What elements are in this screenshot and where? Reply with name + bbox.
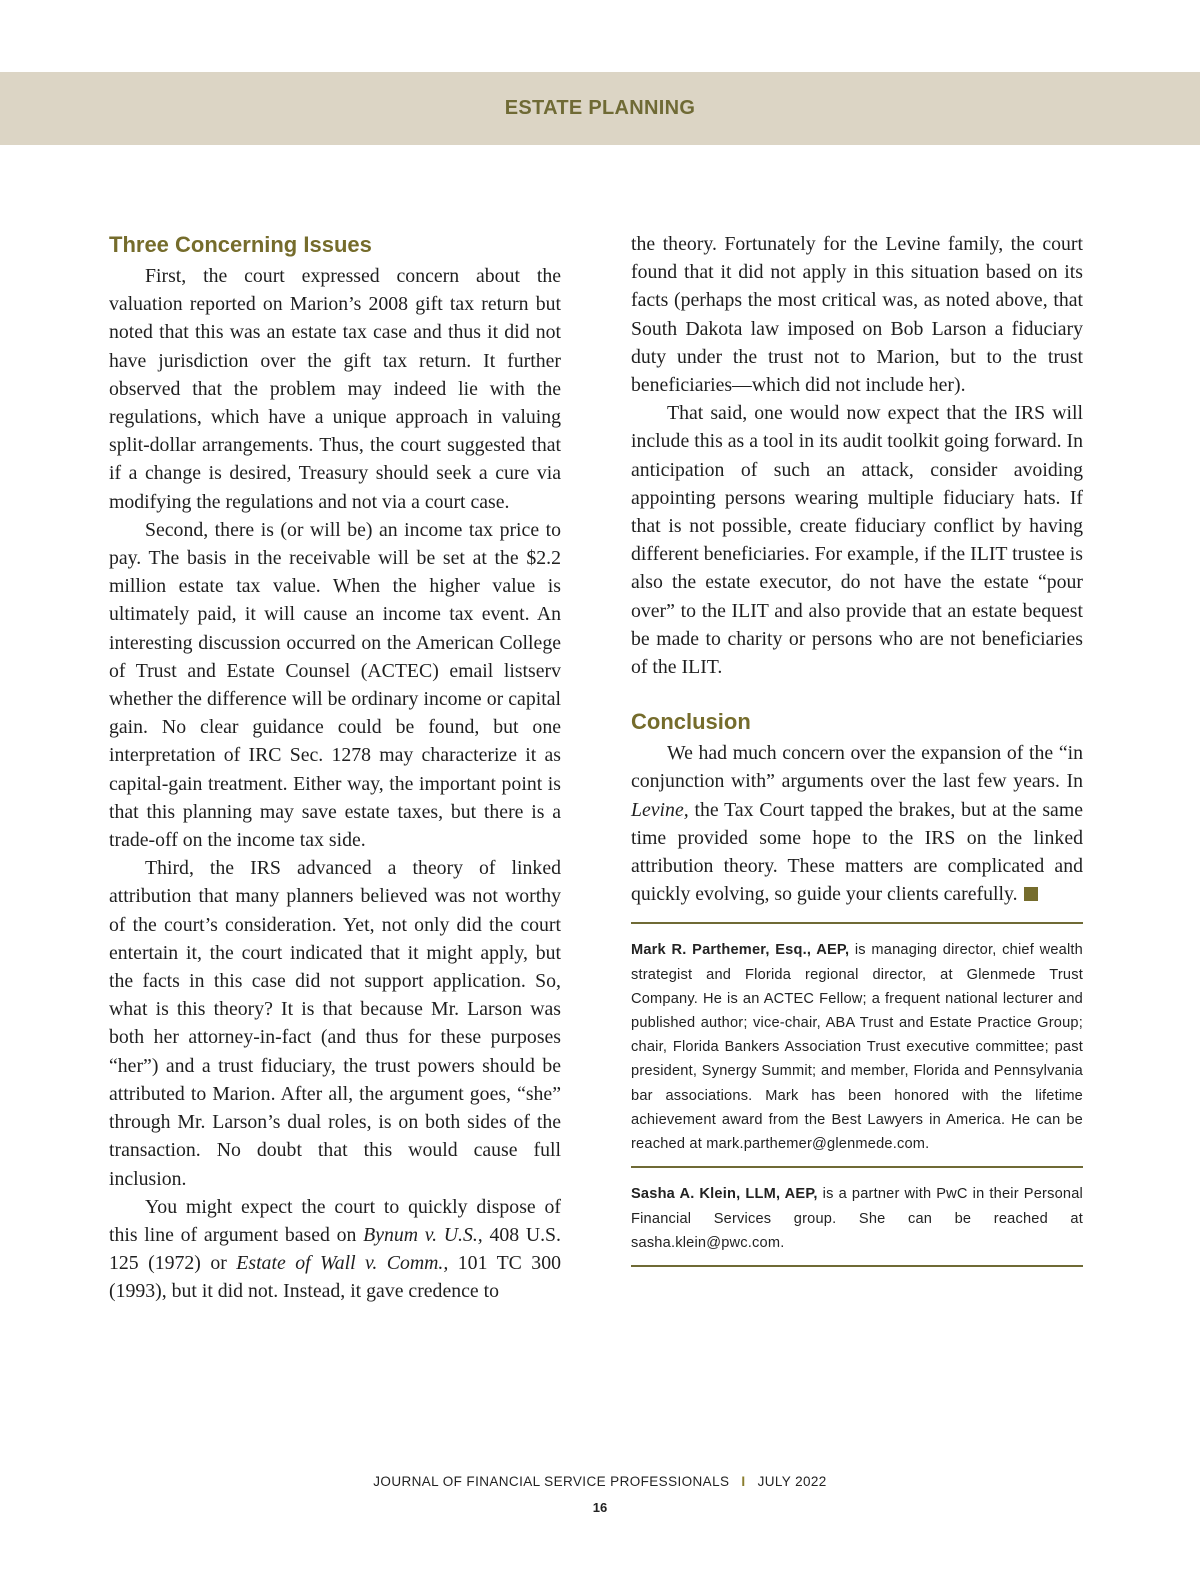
text-run: the Tax Court tapped the brakes, but at the same time provided some hope to the IRS on the linked attribution theory. These matters are complicated and quickly evolving, so guide your clients carefully. <box>631 798 1083 906</box>
paragraph <box>109 1193 561 1306</box>
right-column <box>631 230 1083 1267</box>
heading-conclusion: Conclusion <box>631 709 751 735</box>
text-run: We had much concern over the expansion of the “in conjunction with” arguments over the last few years. In <box>631 742 1083 793</box>
journal-name: JOURNAL OF FINANCIAL SERVICE PROFESSIONALS <box>373 1474 730 1489</box>
divider <box>631 1265 1083 1267</box>
case-citation: Bynum v. U.S., <box>363 1223 483 1246</box>
paragraph: Second, there is (or will be) an income tax price to pay. The basis in the receivable will be set at the $2.2 million estate tax value. When the higher value is ultimately paid, it will cause an income tax event. An interesting discussion occurred on the American College of Trust and Estate Counsel (ACTEC) email listserv whether the difference will be ordinary income or capital gain. No clear guidance could be found, but one interpretation of IRC Sec. 1278 may characterize it as capital-gain treatment. Either way, the important point is that this planning may save estate taxes, but there is a trade-off on the income tax side. <box>109 518 561 852</box>
paragraph: That said, one would now expect that the IRS will include this as a tool in its audit toolkit going forward. In anticipation of such an attack, consider avoiding appointing persons wearing multiple fiduciary hats. If that is not possible, create fiduciary conflict by having different beneficiaries. For example, if the ILIT trustee is also the estate executor, do not have the estate “pour over” to the ILIT and also provide that an estate bequest be made to charity or persons who are not beneficiaries of the ILIT. <box>631 402 1083 679</box>
paragraph <box>631 739 1083 908</box>
author-bio <box>631 1168 1083 1265</box>
end-of-article-mark <box>1024 887 1038 901</box>
left-column <box>109 230 561 1306</box>
spacer <box>631 908 1083 922</box>
text-run: You might expect the court to quickly dispose of this line of argument based on <box>109 1195 561 1246</box>
paragraph: First, the court expressed concern about the valuation reported on Marion’s 2008 gift tax return but noted that this was an estate tax case and thus it did not have jurisdiction over the gift tax return. It further observed that the problem may indeed lie with the regulations, which have a unique approach in valuing split-dollar arrangements. Thus, the court suggested that if a change is desired, Treasury should seek a cure via modifying the regulations and not via a court case. <box>109 265 561 513</box>
bio-text: is managing director, chief wealth strategist and Florida regional director, at Glenmede Trust Company. He is an ACTEC Fellow; a frequent national lecturer and published author; vice-chair, ABA Trust and Estate Practice Group; chair, Florida Bankers Association Trust executive committee; past president, Synergy Summit; and member, Florida and Pennsylvania bar associations. Mark has been honored with the lifetime achievement award from the Best Lawyers in America. He can be reached at mark.parthemer@glenmede.com. <box>631 942 1083 1153</box>
heading-three-concerning-issues: Three Concerning Issues <box>109 232 372 257</box>
section-banner <box>0 72 1200 145</box>
bio-text: is a partner with PwC in their Personal Financial Services group. She can be reached at sasha.klein@pwc.com. <box>631 1186 1083 1251</box>
paragraph: the theory. Fortunately for the Levine family, the court found that it did not apply in this situation based on its facts (perhaps the most critical was, as noted above, that South Dakota law imposed on Bob Larson a fiduciary duty under the trust not to Marion, but to the trust beneficiaries—which did not include her). <box>631 233 1083 397</box>
text-run: 408 U.S. 125 (1972) or <box>109 1223 561 1275</box>
text-run: 101 TC 300 (1993), but it did not. Instead, it gave credence to <box>109 1252 561 1303</box>
case-citation: Estate of Wall v. Comm., <box>236 1252 449 1275</box>
author-bio <box>631 924 1083 1166</box>
issue-date: JULY 2022 <box>757 1474 827 1489</box>
section-title: ESTATE PLANNING <box>504 97 696 119</box>
author-name: Mark R. Parthemer, Esq., AEP, <box>631 942 850 959</box>
author-name: Sasha A. Klein, LLM, AEP, <box>631 1186 818 1203</box>
case-citation: Levine, <box>631 798 689 821</box>
spacer <box>631 681 1083 707</box>
page-number: 16 <box>592 1500 608 1515</box>
footer-separator: I <box>741 1474 746 1489</box>
footer <box>0 1474 1200 1489</box>
paragraph: Third, the IRS advanced a theory of linked attribution that many planners believed was not worthy of the court’s consideration. Yet, not only did the court entertain it, the court indicated that it might apply, but the facts in this case did not support application. So, what is this theory? It is that because Mr. Larson was both her attorney-in-fact (and thus for these purposes “her”) and a trust fiduciary, the trust powers should be attributed to Marion. After all, the argument goes, “she” through Mr. Larson’s dual roles, is on both sides of the transaction. No doubt that this would cause full inclusion. <box>109 857 561 1190</box>
